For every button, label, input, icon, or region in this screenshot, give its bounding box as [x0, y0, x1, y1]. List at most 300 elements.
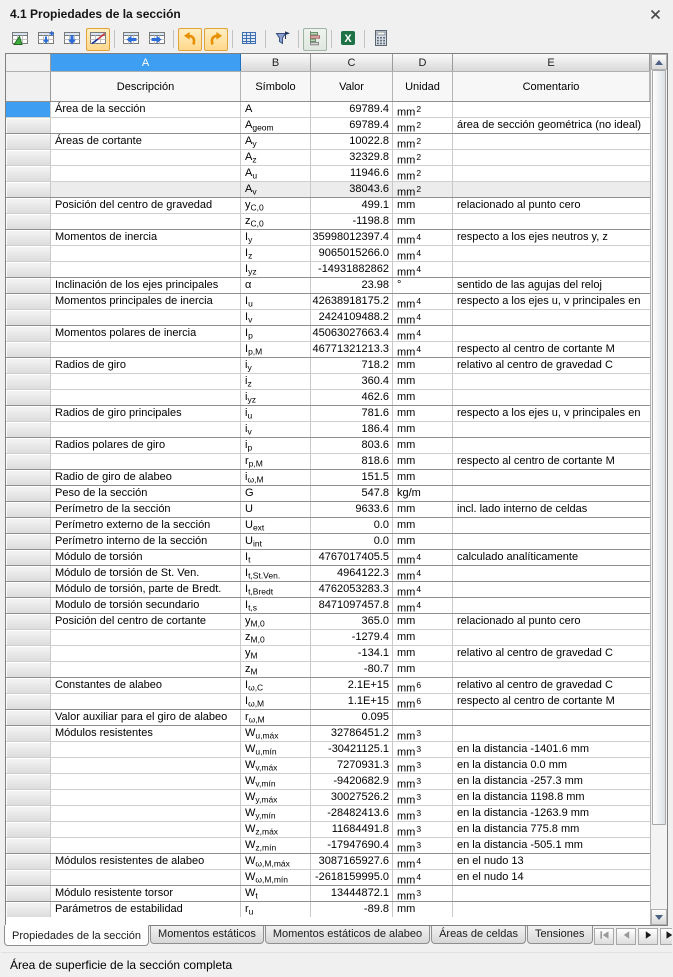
scroll-up-icon[interactable] [651, 54, 667, 70]
cell-comment[interactable] [453, 470, 650, 485]
row-header[interactable] [6, 470, 51, 485]
cell-description[interactable]: Posición del centro de cortante [51, 614, 241, 629]
row-header[interactable] [6, 134, 51, 149]
cell-symbol[interactable]: $I_{\omega,M}$ [241, 694, 311, 709]
row-header[interactable] [6, 150, 51, 165]
cell-unit[interactable]: mm [393, 374, 453, 389]
cell-symbol[interactable]: $i_p$ [241, 438, 311, 453]
cell-description[interactable] [51, 262, 241, 277]
scrollbar-thumb[interactable] [652, 70, 666, 825]
column-right-button[interactable] [145, 28, 169, 51]
row-header[interactable] [6, 566, 51, 581]
row-header[interactable] [6, 646, 51, 661]
cell-value[interactable]: 365.0 [311, 614, 393, 629]
cell-description[interactable]: Peso de la sección [51, 486, 241, 501]
cell-comment[interactable]: en el nudo 13 [457, 855, 524, 867]
cell-unit[interactable]: $mm^3$ [393, 886, 453, 901]
cell-comment[interactable]: en la distancia -1401.6 mm [457, 743, 590, 755]
cell-symbol[interactable]: $I_{p,M}$ [241, 342, 311, 357]
cell-description[interactable]: Momentos principales de inercia [51, 294, 241, 309]
cell-symbol[interactable]: A [241, 102, 311, 117]
row-header[interactable] [6, 582, 51, 597]
cell-symbol[interactable]: $W_{u,máx}$ [241, 726, 311, 741]
tab-1[interactable]: Momentos estáticos [150, 926, 264, 944]
cell-unit[interactable]: $mm^3$ [393, 726, 453, 741]
cell-unit[interactable]: $mm^4$ [393, 262, 453, 277]
cell-description[interactable]: Módulos resistentes de alabeo [51, 854, 241, 869]
row-header[interactable] [6, 678, 51, 693]
cell-comment[interactable]: relativo al centro de gravedad C [457, 679, 613, 691]
cell-symbol[interactable]: $W_{y,máx}$ [241, 790, 311, 805]
cell-unit[interactable]: $mm^4$ [393, 870, 453, 885]
cell-symbol[interactable]: $W_t$ [241, 886, 311, 901]
cell-description[interactable]: Inclinación de los ejes principales [51, 278, 241, 293]
cell-description[interactable]: Perímetro interno de la sección [51, 534, 241, 549]
cell-value[interactable]: -30421125.1 [311, 742, 393, 757]
cell-value[interactable]: 9633.6 [311, 502, 393, 517]
cell-symbol[interactable]: $I_{\omega,C}$ [241, 678, 311, 693]
cell-unit[interactable]: $mm^3$ [393, 774, 453, 789]
cell-value[interactable]: 32329.8 [311, 150, 393, 165]
cell-comment[interactable]: relativo al centro de gravedad C [457, 359, 613, 371]
redo-button[interactable] [204, 28, 228, 51]
cell-value[interactable]: 32786451.2 [311, 726, 393, 741]
filter-button[interactable] [270, 28, 294, 51]
export-excel-button[interactable] [336, 28, 360, 51]
cell-unit[interactable]: $mm^2$ [393, 102, 453, 117]
undo-button[interactable] [178, 28, 202, 51]
corner-cell[interactable] [6, 54, 51, 71]
row-header[interactable] [6, 230, 51, 245]
cell-symbol[interactable]: $W_{v,máx}$ [241, 758, 311, 773]
table-view-button[interactable] [237, 28, 261, 51]
cell-symbol[interactable]: α [241, 278, 311, 293]
cell-symbol[interactable]: $A_y$ [241, 134, 311, 149]
cell-description[interactable]: Módulo de torsión [51, 550, 241, 565]
cell-unit[interactable]: $mm^2$ [393, 166, 453, 181]
cell-comment[interactable] [453, 326, 650, 341]
cell-comment[interactable] [453, 102, 650, 117]
cell-description[interactable]: Modulo de torsión secundario [51, 598, 241, 613]
cell-comment[interactable] [453, 310, 650, 325]
cell-comment[interactable] [453, 902, 650, 917]
row-header[interactable] [6, 790, 51, 805]
column-header-b[interactable]: B [241, 54, 311, 71]
cell-description[interactable]: Radios polares de giro [51, 438, 241, 453]
cell-value[interactable]: 499.1 [311, 198, 393, 213]
cell-value[interactable]: -14931882862 [311, 262, 393, 277]
tab-0[interactable]: Propiedades de la sección [4, 925, 149, 946]
row-header[interactable] [6, 102, 51, 117]
cell-value[interactable]: -80.7 [311, 662, 393, 677]
row-header[interactable] [6, 710, 51, 725]
row-header[interactable] [6, 502, 51, 517]
cell-value[interactable]: 718.2 [311, 358, 393, 373]
cell-comment[interactable]: respecto al centro de cortante M [457, 343, 615, 355]
cell-comment[interactable] [453, 710, 650, 725]
cell-value[interactable]: -1279.4 [311, 630, 393, 645]
cell-symbol[interactable]: U [241, 502, 311, 517]
column-header-a[interactable]: A [51, 54, 241, 71]
cell-comment[interactable] [453, 182, 650, 197]
row-header[interactable] [6, 870, 51, 885]
first-page-button[interactable] [594, 928, 614, 945]
cell-value[interactable]: 69789.4 [311, 118, 393, 133]
cell-description[interactable] [51, 870, 241, 885]
cell-description[interactable]: Perímetro de la sección [51, 502, 241, 517]
cell-description[interactable]: Radios de giro [51, 358, 241, 373]
row-header[interactable] [6, 614, 51, 629]
cell-comment[interactable] [453, 582, 650, 597]
cell-symbol[interactable]: $y_{C,0}$ [241, 198, 311, 213]
cell-comment[interactable] [453, 246, 650, 261]
cell-description[interactable]: Módulo de torsión, parte de Bredt. [51, 582, 241, 597]
cell-symbol[interactable]: $y_M$ [241, 646, 311, 661]
cell-unit[interactable]: mm [393, 630, 453, 645]
cell-value[interactable]: 11684491.8 [311, 822, 393, 837]
cell-comment[interactable]: calculado analíticamente [457, 551, 579, 563]
cell-comment[interactable] [453, 166, 650, 181]
cell-symbol[interactable]: $W_{v,mín}$ [241, 774, 311, 789]
cell-unit[interactable]: $mm^3$ [393, 742, 453, 757]
cell-unit[interactable]: $mm^6$ [393, 678, 453, 693]
row-header[interactable] [6, 550, 51, 565]
cell-comment[interactable] [453, 886, 650, 901]
cell-symbol[interactable]: $I_{t,s}$ [241, 598, 311, 613]
cell-description[interactable]: Momentos de inercia [51, 230, 241, 245]
cell-comment[interactable] [453, 390, 650, 405]
cell-description[interactable] [51, 310, 241, 325]
cell-value[interactable]: -134.1 [311, 646, 393, 661]
cell-comment[interactable]: en la distancia 775.8 mm [457, 823, 580, 835]
cell-unit[interactable]: $mm^4$ [393, 294, 453, 309]
cell-value[interactable]: 1.1E+15 [311, 694, 393, 709]
cell-symbol[interactable]: $r_{p,M}$ [241, 454, 311, 469]
cell-comment[interactable]: respecto a los ejes neutros y, z [457, 231, 608, 243]
row-header[interactable] [6, 886, 51, 901]
row-header[interactable] [6, 758, 51, 773]
cell-comment[interactable]: sentido de las agujas del reloj [457, 279, 602, 291]
cell-description[interactable] [51, 374, 241, 389]
row-header[interactable] [6, 166, 51, 181]
cell-value[interactable]: 35998012397.4 [311, 230, 393, 245]
cell-symbol[interactable]: $I_v$ [241, 310, 311, 325]
cell-value[interactable]: 0.0 [311, 534, 393, 549]
cell-comment[interactable] [453, 662, 650, 677]
cell-unit[interactable]: mm [393, 662, 453, 677]
last-page-button[interactable] [660, 928, 673, 945]
result-diagram-button[interactable] [303, 28, 327, 51]
cell-comment[interactable]: en la distancia 0.0 mm [457, 759, 568, 771]
cell-symbol[interactable]: $z_M$ [241, 662, 311, 677]
cell-unit[interactable]: $mm^4$ [393, 566, 453, 581]
cell-symbol[interactable]: $A_{geom}$ [241, 118, 311, 133]
row-header[interactable] [6, 182, 51, 197]
vertical-scrollbar[interactable] [650, 54, 667, 925]
cell-description[interactable] [51, 166, 241, 181]
row-header[interactable] [6, 342, 51, 357]
row-header[interactable] [6, 774, 51, 789]
cell-symbol[interactable]: $r_{\omega,M}$ [241, 710, 311, 725]
cell-comment[interactable] [453, 214, 650, 229]
row-header[interactable] [6, 902, 51, 917]
row-header[interactable] [6, 390, 51, 405]
cell-symbol[interactable]: $U_{int}$ [241, 534, 311, 549]
scrollbar-track[interactable] [651, 70, 667, 909]
cell-symbol[interactable]: $W_{z,máx}$ [241, 822, 311, 837]
cell-description[interactable] [51, 150, 241, 165]
cell-comment[interactable] [453, 534, 650, 549]
cell-unit[interactable]: mm [393, 646, 453, 661]
cell-unit[interactable]: ° [393, 278, 453, 293]
row-header[interactable] [6, 694, 51, 709]
cell-value[interactable]: 547.8 [311, 486, 393, 501]
row-header[interactable] [6, 278, 51, 293]
cell-description[interactable]: Módulo resistente torsor [51, 886, 241, 901]
tab-2[interactable]: Momentos estáticos de alabeo [265, 926, 430, 944]
cell-description[interactable] [51, 342, 241, 357]
row-header[interactable] [6, 518, 51, 533]
cell-unit[interactable]: $mm^2$ [393, 150, 453, 165]
cell-unit[interactable]: mm [393, 902, 453, 917]
cell-description[interactable] [51, 822, 241, 837]
cell-unit[interactable]: mm [393, 470, 453, 485]
row-header[interactable] [6, 310, 51, 325]
cell-comment[interactable]: en el nudo 14 [457, 871, 524, 883]
cell-description[interactable] [51, 774, 241, 789]
row-header[interactable] [6, 118, 51, 133]
row-header[interactable] [6, 214, 51, 229]
next-page-button[interactable] [638, 928, 658, 945]
cell-description[interactable]: Parámetros de estabilidad [51, 902, 241, 917]
cell-comment[interactable] [453, 518, 650, 533]
cell-value[interactable]: 3087165927.6 [311, 854, 393, 869]
row-header[interactable] [6, 438, 51, 453]
cell-unit[interactable]: mm [393, 214, 453, 229]
cell-unit[interactable]: $mm^3$ [393, 822, 453, 837]
cell-value[interactable]: 45063027663.4 [311, 326, 393, 341]
cell-value[interactable]: 46771321213.3 [311, 342, 393, 357]
cell-unit[interactable]: kg/m [393, 486, 453, 501]
cell-description[interactable]: Posición del centro de gravedad [51, 198, 241, 213]
cell-description[interactable] [51, 806, 241, 821]
cell-unit[interactable]: mm [393, 358, 453, 373]
table-move-down-button[interactable] [60, 28, 84, 51]
cell-description[interactable]: Constantes de alabeo [51, 678, 241, 693]
cell-description[interactable]: Perímetro externo de la sección [51, 518, 241, 533]
cell-symbol[interactable]: G [241, 486, 311, 501]
column-header-c[interactable]: C [311, 54, 393, 71]
cell-symbol[interactable]: $i_y$ [241, 358, 311, 373]
cell-description[interactable] [51, 838, 241, 853]
cell-description[interactable] [51, 646, 241, 661]
cell-description[interactable] [51, 182, 241, 197]
cell-symbol[interactable]: $W_{y,mín}$ [241, 806, 311, 821]
cell-unit[interactable]: mm [393, 454, 453, 469]
cell-value[interactable]: -89.8 [311, 902, 393, 917]
cell-comment[interactable] [453, 374, 650, 389]
cell-value[interactable]: 818.6 [311, 454, 393, 469]
cell-unit[interactable]: mm [393, 422, 453, 437]
cell-symbol[interactable]: $A_v$ [241, 182, 311, 197]
cell-value[interactable]: 9065015266.0 [311, 246, 393, 261]
cell-description[interactable]: Radios de giro principales [51, 406, 241, 421]
cell-comment[interactable] [453, 486, 650, 501]
cell-symbol[interactable]: $i_v$ [241, 422, 311, 437]
cell-symbol[interactable]: $r_u$ [241, 902, 311, 917]
cell-value[interactable]: 4767017405.5 [311, 550, 393, 565]
cell-value[interactable]: -28482413.6 [311, 806, 393, 821]
cell-comment[interactable]: respecto al centro de cortante M [457, 695, 615, 707]
cell-description[interactable]: Áreas de cortante [51, 134, 241, 149]
cell-comment[interactable] [453, 422, 650, 437]
cell-value[interactable]: -2618159995.0 [311, 870, 393, 885]
cell-symbol[interactable]: $i_u$ [241, 406, 311, 421]
cell-unit[interactable]: $mm^4$ [393, 246, 453, 261]
cell-value[interactable]: 42638918175.2 [311, 294, 393, 309]
cell-description[interactable] [51, 742, 241, 757]
row-header[interactable] [6, 406, 51, 421]
cell-comment[interactable]: incl. lado interno de celdas [457, 503, 588, 515]
cell-value[interactable]: -17947690.4 [311, 838, 393, 853]
cell-symbol[interactable]: $I_y$ [241, 230, 311, 245]
cell-description[interactable] [51, 422, 241, 437]
row-header[interactable] [6, 662, 51, 677]
cell-description[interactable] [51, 214, 241, 229]
cell-symbol[interactable]: $I_{t,St.Ven.}$ [241, 566, 311, 581]
cell-comment[interactable]: relacionado al punto cero [457, 199, 581, 211]
cell-description[interactable] [51, 662, 241, 677]
cell-value[interactable]: 0.095 [311, 710, 393, 725]
row-header[interactable] [6, 726, 51, 741]
cell-value[interactable]: 151.5 [311, 470, 393, 485]
cell-value[interactable]: 2.1E+15 [311, 678, 393, 693]
cell-value[interactable]: 69789.4 [311, 102, 393, 117]
cell-symbol[interactable]: $I_p$ [241, 326, 311, 341]
cell-symbol[interactable]: $U_{ext}$ [241, 518, 311, 533]
cell-symbol[interactable]: $A_u$ [241, 166, 311, 181]
cell-value[interactable]: 10022.8 [311, 134, 393, 149]
cell-symbol[interactable]: $W_{z,mín}$ [241, 838, 311, 853]
cell-symbol[interactable]: $I_z$ [241, 246, 311, 261]
row-header[interactable] [6, 742, 51, 757]
cell-symbol[interactable]: $I_{yz}$ [241, 262, 311, 277]
cell-comment[interactable]: en la distancia -257.3 mm [457, 775, 583, 787]
cell-value[interactable]: 30027526.2 [311, 790, 393, 805]
row-header[interactable] [6, 326, 51, 341]
cell-symbol[interactable]: $I_u$ [241, 294, 311, 309]
row-header[interactable] [6, 262, 51, 277]
cell-symbol[interactable]: $y_{M,0}$ [241, 614, 311, 629]
cell-comment[interactable]: respecto a los ejes u, v principales en [457, 295, 641, 307]
cell-unit[interactable]: mm [393, 406, 453, 421]
cell-unit[interactable]: $mm^4$ [393, 230, 453, 245]
cell-description[interactable] [51, 790, 241, 805]
cell-value[interactable]: 0.0 [311, 518, 393, 533]
cell-unit[interactable]: mm [393, 518, 453, 533]
cell-comment[interactable] [453, 262, 650, 277]
cell-symbol[interactable]: $I_{t,Bredt}$ [241, 582, 311, 597]
cell-description[interactable] [51, 118, 241, 133]
cell-description[interactable]: Radio de giro de alabeo [51, 470, 241, 485]
cell-comment[interactable]: relativo al centro de gravedad C [457, 647, 613, 659]
row-header[interactable] [6, 534, 51, 549]
cell-comment[interactable] [453, 150, 650, 165]
cell-unit[interactable]: mm [393, 534, 453, 549]
cell-value[interactable]: -1198.8 [311, 214, 393, 229]
cell-description[interactable] [51, 758, 241, 773]
cell-symbol[interactable]: $I_t$ [241, 550, 311, 565]
cell-unit[interactable]: $mm^2$ [393, 118, 453, 133]
cell-description[interactable] [51, 694, 241, 709]
cell-unit[interactable] [393, 710, 453, 725]
cell-comment[interactable]: en la distancia 1198.8 mm [457, 791, 585, 803]
cell-description[interactable]: Área de la sección [51, 102, 241, 117]
table-graphic-button[interactable] [8, 28, 32, 51]
cell-symbol[interactable]: $z_{C,0}$ [241, 214, 311, 229]
column-left-button[interactable] [119, 28, 143, 51]
row-header[interactable] [6, 598, 51, 613]
cell-value[interactable]: -9420682.9 [311, 774, 393, 789]
cell-description[interactable] [51, 390, 241, 405]
row-header[interactable] [6, 374, 51, 389]
cell-value[interactable]: 11946.6 [311, 166, 393, 181]
tab-3[interactable]: Áreas de celdas [431, 926, 526, 944]
cell-symbol[interactable]: $W_{\omega,M,mín}$ [241, 870, 311, 885]
table-chart-button[interactable] [86, 28, 110, 51]
cell-value[interactable]: 7270931.3 [311, 758, 393, 773]
cell-description[interactable] [51, 630, 241, 645]
cell-symbol[interactable]: $W_{\omega,M,máx}$ [241, 854, 311, 869]
cell-unit[interactable]: $mm^4$ [393, 854, 453, 869]
cell-comment[interactable]: en la distancia -505.1 mm [457, 839, 583, 851]
row-header[interactable] [6, 294, 51, 309]
row-header[interactable] [6, 854, 51, 869]
cell-value[interactable]: 13444872.1 [311, 886, 393, 901]
cell-unit[interactable]: $mm^4$ [393, 310, 453, 325]
row-header[interactable] [6, 486, 51, 501]
cell-description[interactable]: Módulos resistentes [51, 726, 241, 741]
cell-unit[interactable]: mm [393, 614, 453, 629]
row-header[interactable] [6, 630, 51, 645]
calculator-button[interactable] [369, 28, 393, 51]
cell-value[interactable]: 781.6 [311, 406, 393, 421]
row-header[interactable] [6, 454, 51, 469]
cell-description[interactable] [51, 454, 241, 469]
cell-symbol[interactable]: $A_z$ [241, 150, 311, 165]
cell-value[interactable]: 2424109488.2 [311, 310, 393, 325]
column-header-d[interactable]: D [393, 54, 453, 71]
cell-unit[interactable]: $mm^2$ [393, 182, 453, 197]
row-header[interactable] [6, 822, 51, 837]
cell-comment[interactable]: relacionado al punto cero [457, 615, 581, 627]
cell-unit[interactable]: $mm^6$ [393, 694, 453, 709]
cell-comment[interactable] [453, 134, 650, 149]
cell-comment[interactable]: respecto a los ejes u, v principales en [457, 407, 641, 419]
prev-page-button[interactable] [616, 928, 636, 945]
cell-description[interactable]: Momentos polares de inercia [51, 326, 241, 341]
cell-value[interactable]: 23.98 [311, 278, 393, 293]
cell-comment[interactable] [453, 438, 650, 453]
close-icon[interactable] [646, 5, 664, 23]
cell-symbol[interactable]: $W_{u,mín}$ [241, 742, 311, 757]
cell-unit[interactable]: $mm^3$ [393, 758, 453, 773]
cell-value[interactable]: 186.4 [311, 422, 393, 437]
row-header[interactable] [6, 358, 51, 373]
cell-unit[interactable]: $mm^4$ [393, 326, 453, 341]
cell-symbol[interactable]: $i_{yz}$ [241, 390, 311, 405]
cell-unit[interactable]: $mm^2$ [393, 134, 453, 149]
